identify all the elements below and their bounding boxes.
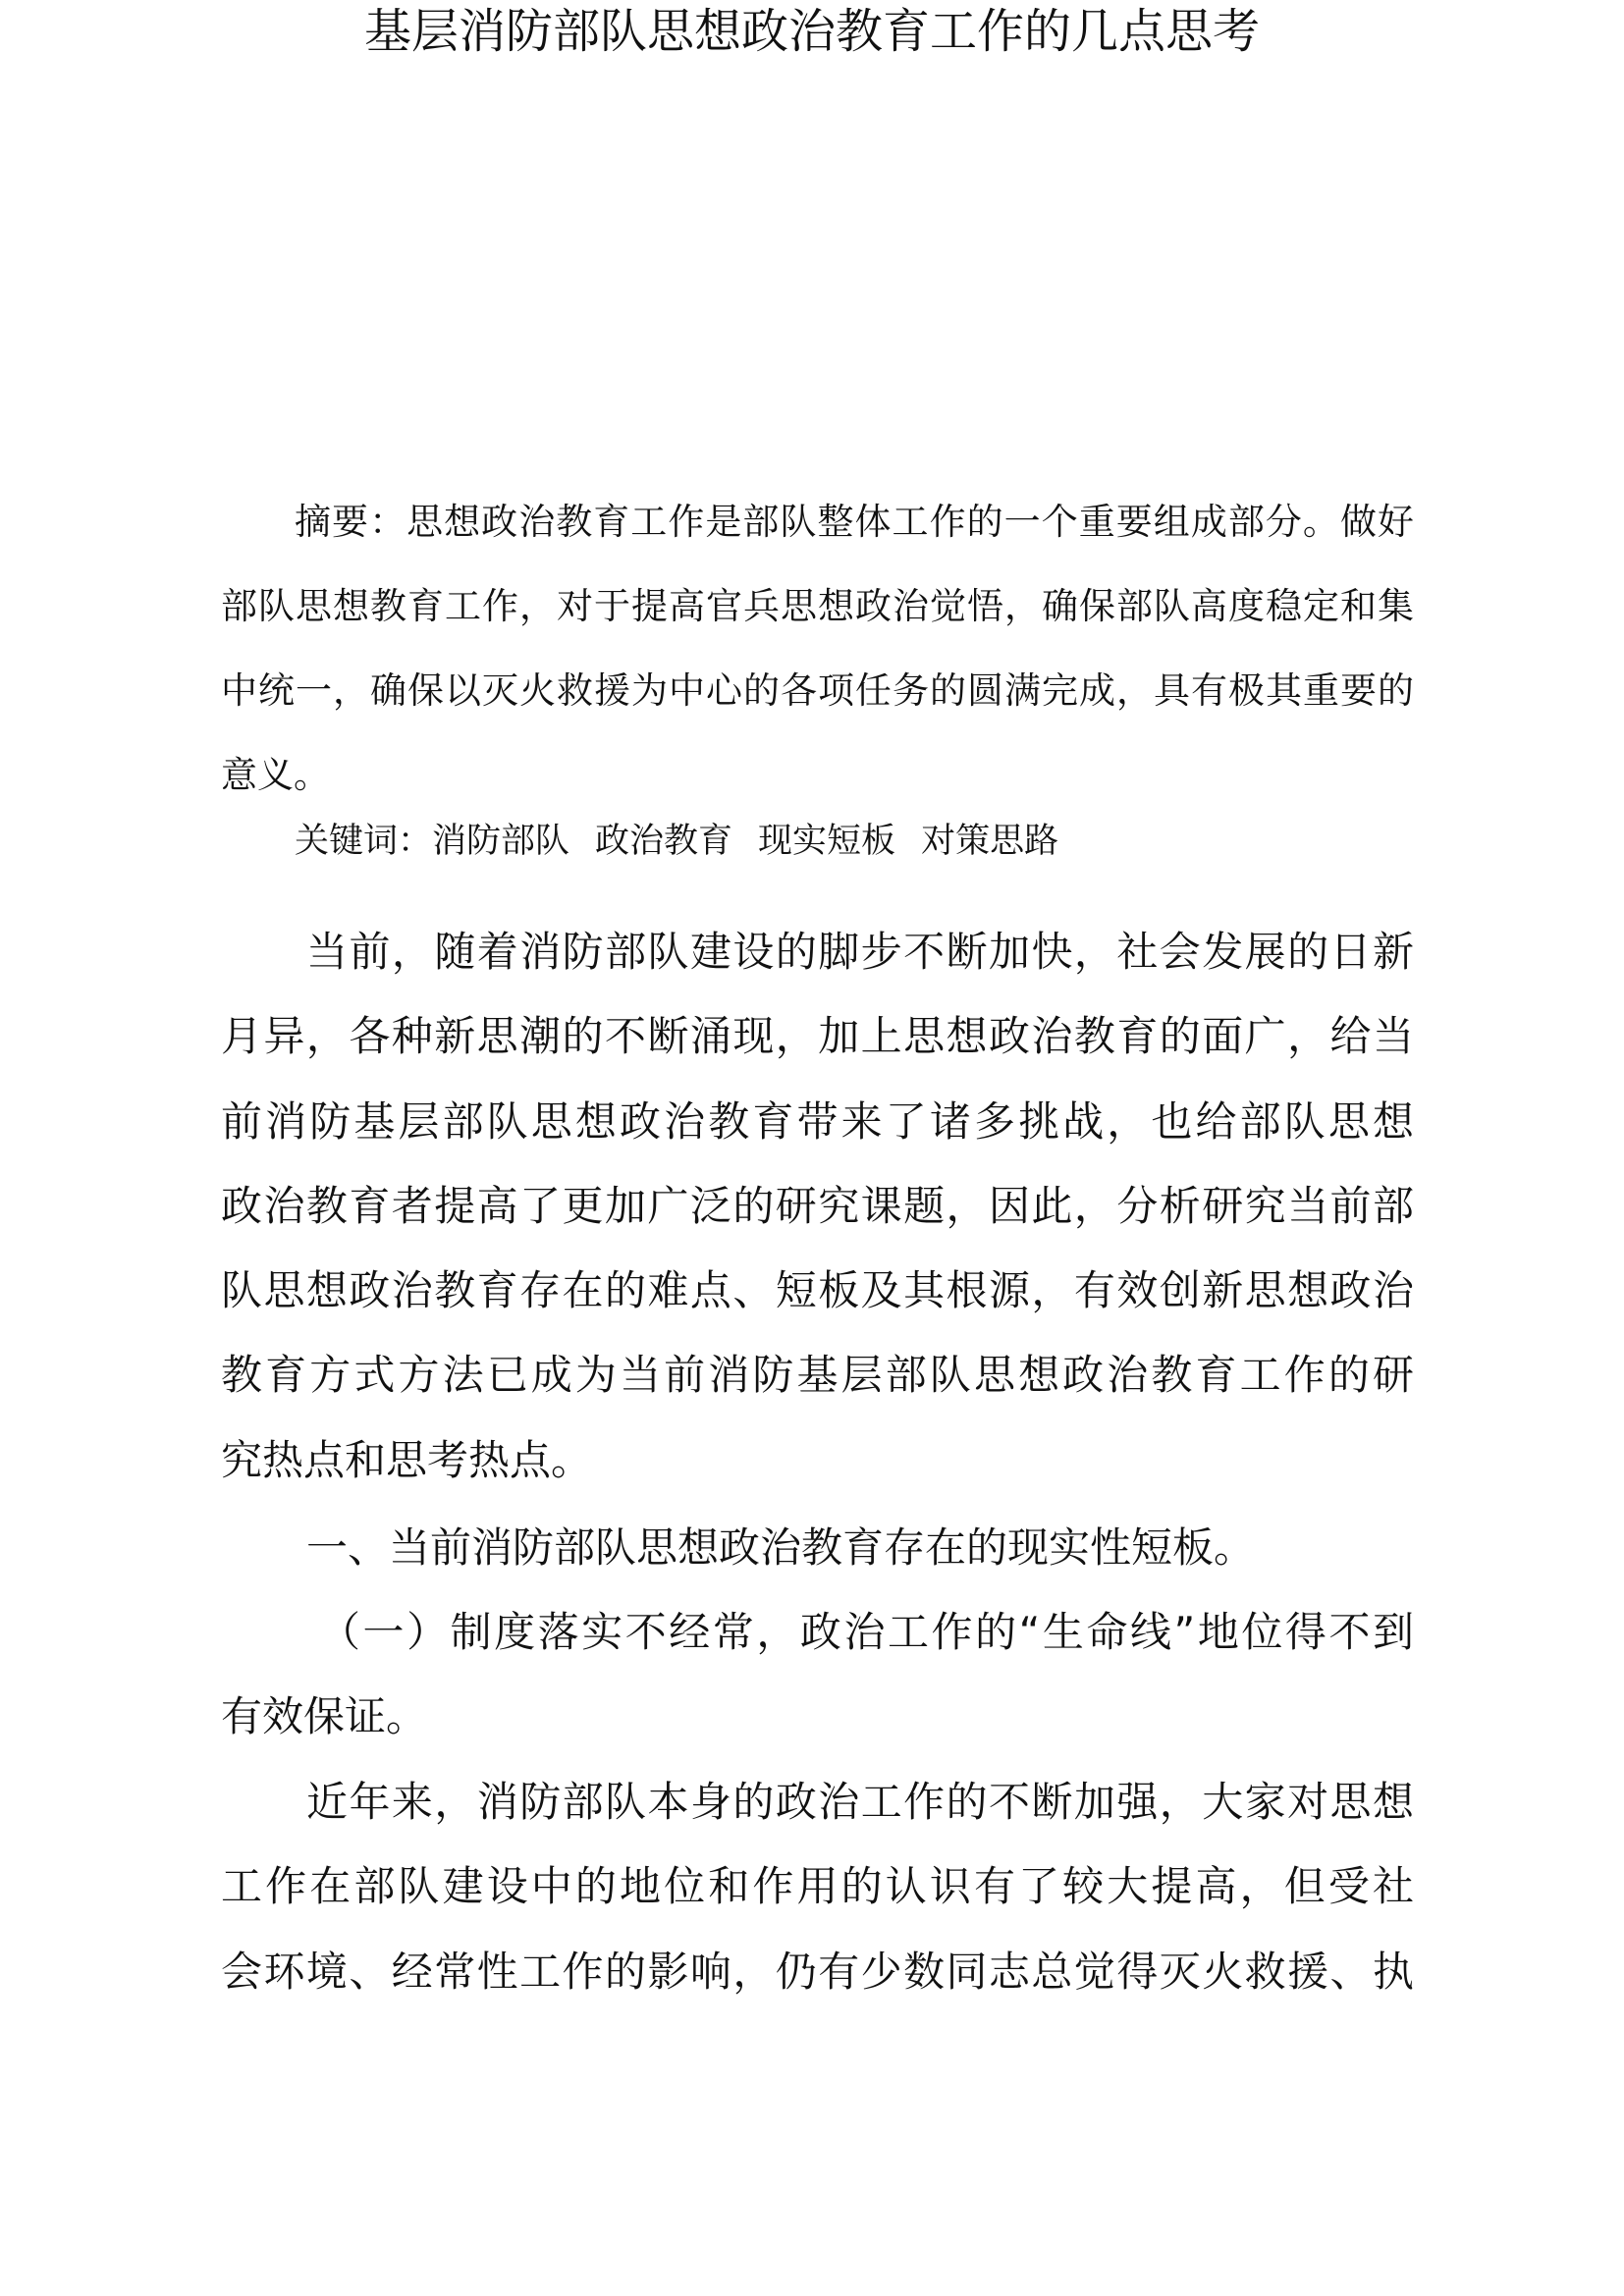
paragraph-line: 近年来，消防部队本身的政治工作的不断加强，大家对思想 [306, 1778, 1414, 1826]
keyword: 对策思路 [921, 822, 1059, 861]
subheading-line: 有效保证。 [221, 1692, 428, 1740]
paragraph-line: 工作在部队建设中的地位和作用的认识有了较大提高，但受社 [221, 1862, 1414, 1911]
paragraph-line: 会环境、经常性工作的影响，仍有少数同志总觉得灭火救援、执 [221, 1947, 1414, 1996]
keywords [295, 817, 1084, 866]
keyword: 政治教育 [595, 822, 733, 861]
subheading-line: （一）制度落实不经常，政治工作的“生命线”地位得不到 [319, 1608, 1414, 1656]
abstract-line: 摘要：思想政治教育工作是部队整体工作的一个重要组成部分。做好 [295, 501, 1414, 543]
paragraph-line: 月异，各种新思潮的不断涌现，加上思想政治教育的面广，给当 [221, 1012, 1414, 1061]
paragraph-line: 教育方式方法已成为当前消防基层部队思想政治教育工作的研 [221, 1351, 1414, 1400]
abstract-line: 中统一，确保以灭火救援为中心的各项任务的圆满完成，具有极其重要的 [221, 669, 1414, 712]
paragraph-line: 究热点和思考热点。 [221, 1435, 593, 1484]
keyword: 消防部队 [432, 822, 570, 861]
body-paragraph [221, 910, 1414, 1503]
paragraph-line: 队思想政治教育存在的难点、短板及其根源，有效创新思想政治 [221, 1266, 1414, 1315]
paragraph-line: 当前，随着消防部队建设的脚步不断加快，社会发展的日新 [306, 928, 1414, 976]
body-paragraph [221, 1760, 1414, 2014]
paragraph-line: 政治教育者提高了更加广泛的研究课题，因此，分析研究当前部 [221, 1181, 1414, 1230]
paragraph-line: 前消防基层部队思想政治教育带来了诸多挑战，也给部队思想 [221, 1096, 1414, 1146]
keywords-label: 关键词： [295, 822, 433, 861]
abstract [221, 480, 1414, 818]
keyword: 现实短板 [758, 822, 896, 861]
abstract-line: 意义。 [221, 754, 330, 796]
document-title: 基层消防部队思想政治教育工作的几点思考 [363, 4, 1260, 59]
subsection-heading [221, 1590, 1414, 1759]
abstract-line: 部队思想教育工作，对于提高官兵思想政治觉悟，确保部队高度稳定和集 [221, 585, 1414, 627]
section-heading: 一、当前消防部队思想政治教育存在的现实性短板。 [306, 1523, 1256, 1572]
